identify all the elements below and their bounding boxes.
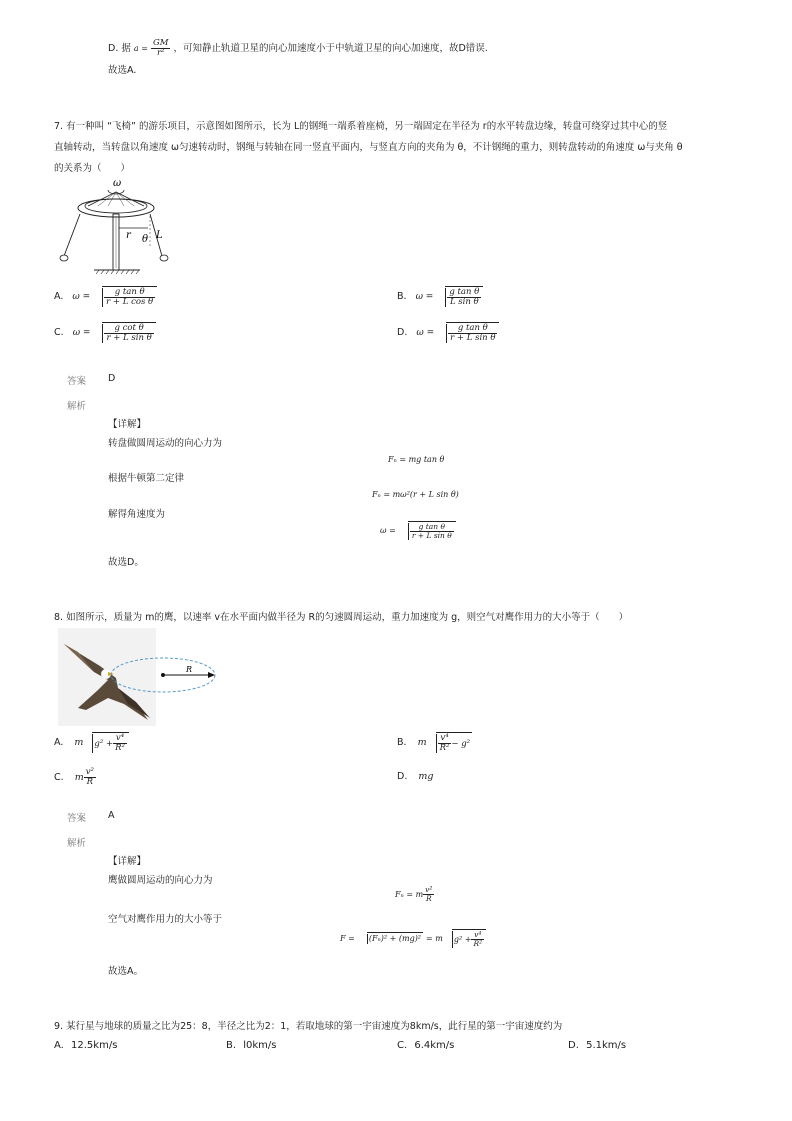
q7-option-a-label: A. xyxy=(54,290,64,302)
q7-eq1: Fₙ = mg tan θ xyxy=(388,455,445,464)
q8-eq1-lhs: Fₙ = m xyxy=(395,889,424,899)
q9-option-a xyxy=(54,1040,117,1051)
q8-analysis-label: 解析 xyxy=(67,838,87,849)
q6-option-d-suffix: ，可知静止轨道卫星的向心加速度小于中轨道卫星的向心加速度，故D错误. xyxy=(173,42,488,54)
q6-conclusion: 故选A. xyxy=(108,65,137,76)
q7-option-a-lhs: ω = xyxy=(72,291,91,302)
q8-option-a-m: m xyxy=(74,736,84,748)
q7-eq2: Fₙ = mω²(r + L sin θ) xyxy=(372,490,459,499)
q8-option-c-label: C. xyxy=(54,771,64,783)
q8-conclusion: 故选A。 xyxy=(108,966,143,977)
q9-option-a-label: A. xyxy=(54,1040,64,1051)
q7-option-d-lhs: ω = xyxy=(416,327,435,338)
q8-option-a xyxy=(54,732,129,753)
q7-eq3-sqrt: $\frac{\text{g tan θ}}{\text{r + L sin θ}}$ xyxy=(399,521,456,540)
q7-line1: 转盘做圆周运动的向心力为 xyxy=(108,438,223,449)
q7-option-c-sqrt: $\frac{\text{g cot θ}}{\text{r + L sin θ}}$ xyxy=(93,322,155,343)
q8-option-a-label: A. xyxy=(54,736,64,748)
q9-option-b xyxy=(226,1040,277,1051)
q8-detail-tag: 【详解】 xyxy=(108,856,147,867)
q7-option-b-sqrt: $\frac{\text{g tan θ}}{\text{L sin θ}}$ xyxy=(436,286,483,307)
q8-option-c-m: m xyxy=(74,771,84,783)
q9-option-b-label: B. xyxy=(226,1040,237,1051)
figure-l-label: L xyxy=(156,230,163,241)
q7-option-a-sqrt: $\frac{\text{g tan θ}}{\text{r + L cos θ}}$ xyxy=(93,286,157,307)
q8-option-b-m: m xyxy=(417,736,427,748)
q8-eq1: Fₙ = m $\frac{\text{v²}}{R}$ xyxy=(395,885,433,903)
q9-option-c-text: 6.4km/s xyxy=(414,1040,455,1051)
q9-option-d xyxy=(568,1040,626,1051)
q8-option-b xyxy=(397,732,472,753)
q9-option-c-label: C. xyxy=(397,1040,408,1051)
q7-answer: D xyxy=(108,373,116,384)
q7-option-b xyxy=(397,286,483,307)
q8-option-b-label: B. xyxy=(397,736,407,748)
q7-answer-label: 答案 xyxy=(67,376,87,387)
q6-option-d-prefix: D. 据 xyxy=(108,42,131,54)
q9-option-b-text: l0km/s xyxy=(243,1040,277,1051)
q6-formula-lhs: a = xyxy=(133,43,148,53)
q8-eq2-mid: = m xyxy=(426,933,443,943)
flying-chair-figure xyxy=(58,176,173,282)
q7-option-c xyxy=(54,322,156,343)
q9-option-a-text: 12.5km/s xyxy=(71,1040,118,1051)
figure-theta-label: θ xyxy=(142,234,149,245)
q7-stem-line2: 直轴转动，当转盘以角速度 ω匀速转动时，钢绳与转轴在同一竖直平面内，与竖直方向的夹角为 θ，不计钢绳的重力，则转盘转动的角速度 ω与夹角 θ xyxy=(54,142,683,153)
q7-stem-line3: 的关系为（ ） xyxy=(54,163,131,174)
q8-option-a-sqrt: g² + $\frac{\text{v⁴}}{\text{R²}}$ xyxy=(83,732,129,753)
q8-stem: 8. 如图所示，质量为 m的鹰，以速率 v在水平面内做半径为 R的匀速圆周运动，重力加速度为 g，则空气对鹰作用力的大小等于（ ） xyxy=(54,612,629,623)
q7-line2: 根据牛顿第二定律 xyxy=(108,473,185,484)
figure-R-label: R xyxy=(186,665,193,674)
q8-answer-label: 答案 xyxy=(67,813,87,824)
q8-option-d-label: D. xyxy=(397,771,408,782)
q9-option-c xyxy=(397,1040,454,1051)
q7-option-c-label: C. xyxy=(54,326,64,338)
q7-option-b-lhs: ω = xyxy=(415,291,434,302)
q8-eq2-sqrt1: (Fₙ)² + (mg)² xyxy=(358,932,423,944)
q8-line2: 空气对鹰作用力的大小等于 xyxy=(108,914,223,925)
q9-option-d-label: D. xyxy=(568,1040,579,1051)
figure-omega-label: ω xyxy=(113,178,122,189)
q8-eq2-sqrt2: g² + $\frac{\text{v⁴}}{\text{R²}}$ xyxy=(443,929,486,948)
q8-eq2 xyxy=(340,929,486,948)
q7-line3: 解得角速度为 xyxy=(108,509,166,520)
q6-formula-frac: $\frac{GM}{\text{r²}}$ xyxy=(152,38,169,58)
q7-option-c-lhs: ω = xyxy=(72,327,91,338)
q7-option-a xyxy=(54,286,157,307)
q7-detail-tag: 【详解】 xyxy=(108,419,147,430)
q8-line1: 鹰做圆周运动的向心力为 xyxy=(108,875,213,886)
q8-answer: A xyxy=(108,810,115,821)
figure-r-label: r xyxy=(126,230,131,241)
eagle-figure xyxy=(58,628,218,726)
q7-analysis-label: 解析 xyxy=(67,401,87,412)
q7-stem-line1: 7. 有一种叫 “飞椅” 的游乐项目，示意图如图所示，长为 L的钢绳一端系着座椅，另一端固定在半径为 r的水平转盘边缘，转盘可绕穿过其中心的竖 xyxy=(54,121,668,132)
q7-eq3 xyxy=(380,521,456,540)
q8-option-d xyxy=(397,771,433,782)
q7-option-d xyxy=(397,322,499,343)
q8-option-c: C. m $\frac{\text{v²}}{R}$ xyxy=(54,767,94,787)
q6-option-d xyxy=(108,39,488,58)
q9-option-d-text: 5.1km/s xyxy=(586,1040,627,1051)
q7-option-d-label: D. xyxy=(397,326,408,338)
q8-eq2-lhs: F = xyxy=(340,933,355,943)
q7-conclusion: 故选D。 xyxy=(108,557,144,568)
q7-option-b-label: B. xyxy=(397,290,407,302)
q8-option-b-sqrt: $\frac{\text{v⁴}}{\text{R²}}$ − g² xyxy=(427,732,473,753)
q7-eq3-lhs: ω = xyxy=(380,525,396,535)
q9-stem: 9. 某行星与地球的质量之比为25：8，半径之比为2：1，若取地球的第一宇宙速度为8km/s，此行星的第一宇宙速度约为 xyxy=(54,1021,563,1032)
q8-option-d-text: mg xyxy=(418,771,434,782)
q7-option-d-sqrt: $\frac{\text{g tan θ}}{\text{r + L sin θ}}$ xyxy=(437,322,499,343)
